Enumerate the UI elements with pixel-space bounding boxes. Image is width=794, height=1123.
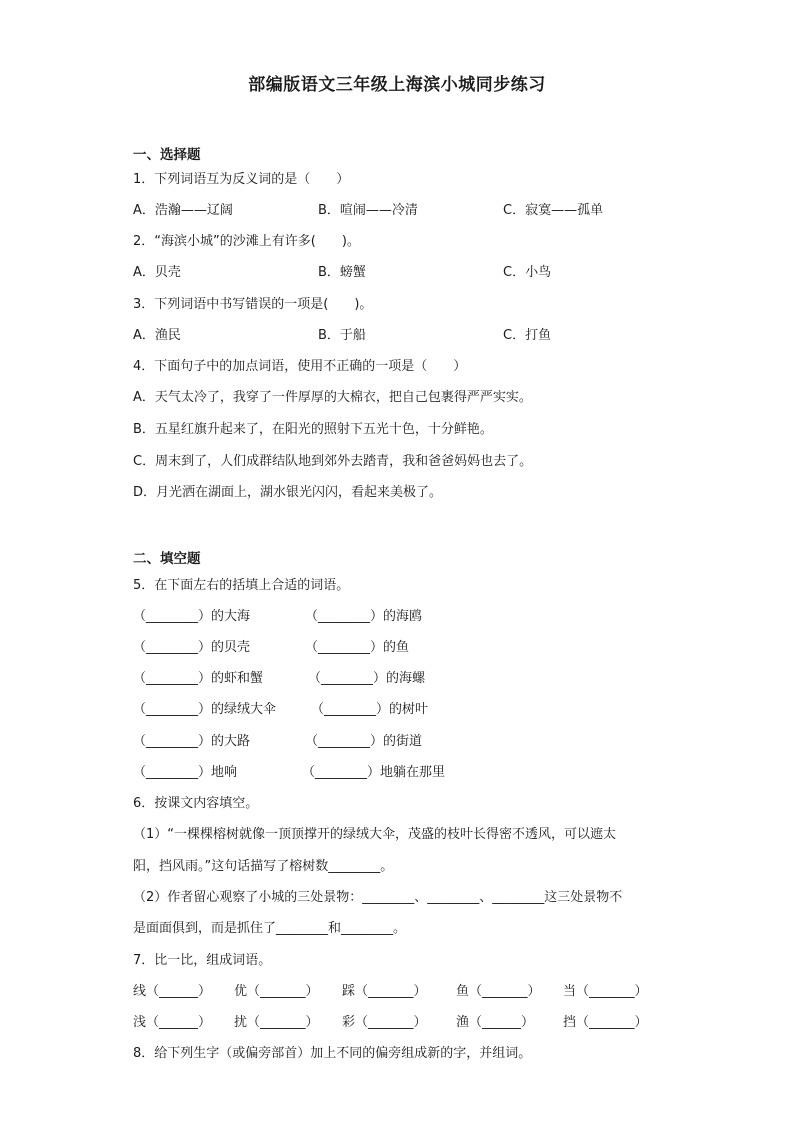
q7-item: 鱼（_______） [456, 984, 541, 999]
question-5: 5．在下面左右的括填上合适的词语。 [133, 578, 350, 593]
q7-item: 优（_______） [234, 984, 319, 999]
q7-item: 线（______） [133, 984, 212, 999]
q5-blank-left: （________）的绿绒大伞 [133, 702, 277, 717]
question-4: 4．下面句子中的加点词语，使用不正确的一项是（ ） [133, 359, 467, 374]
q7-item: 当（_______） [563, 984, 648, 999]
question-8: 8．给下列生字（或偏旁部首）加上不同的偏旁组成新的字，并组词。 [133, 1046, 532, 1061]
q1-option-b: B．喧闹——冷清 [318, 203, 418, 218]
question-2: 2．“海滨小城”的沙滩上有许多( )。 [133, 234, 360, 249]
q5-blank-left: （________）的虾和蟹 [133, 671, 264, 686]
q2-option-c: C．小鸟 [503, 265, 552, 280]
q6-part1-line: （1）“一棵棵榕树就像一顶顶撑开的绿绒大伞，茂盛的枝叶长得密不透风，可以遮太 [133, 827, 617, 842]
q5-blank-right: （________）的鱼 [305, 640, 410, 655]
q3-option-b: B．于船 [318, 328, 366, 343]
q6-part1-line: 阳，挡风雨。”这句话描写了榕树数________。 [133, 859, 394, 874]
q5-blank-left: （________）的大海 [133, 609, 251, 624]
q5-blank-right: （________）的树叶 [311, 702, 429, 717]
section-heading-choice: 一、选择题 [133, 147, 201, 163]
q7-item: 踩（_______） [342, 984, 427, 999]
q7-item: 挡（_______） [563, 1015, 648, 1030]
page-title: 部编版语文三年级上海滨小城同步练习 [248, 75, 546, 95]
q5-blank-left: （________）的贝壳 [133, 640, 251, 655]
q4-option-b: B．五星红旗升起来了，在阳光的照射下五光十色，十分鲜艳。 [133, 422, 493, 437]
q5-blank-right: （________）的海螺 [308, 671, 426, 686]
q5-blank-right: （________）的海鸥 [305, 609, 423, 624]
q1-option-c: C．寂寞——孤单 [503, 203, 604, 218]
question-1: 1．下列词语互为反义词的是（ ） [133, 172, 350, 187]
q2-option-b: B．螃蟹 [318, 265, 366, 280]
q5-blank-left: （________）的大路 [133, 734, 251, 749]
q6-part2-line: 是面面俱到，而是抓住了________和________。 [133, 921, 407, 936]
q4-option-a: A．天气太冷了，我穿了一件厚厚的大棉衣，把自己包裹得严严实实。 [133, 390, 532, 405]
q3-option-c: C．打鱼 [503, 328, 552, 343]
question-6: 6．按课文内容填空。 [133, 796, 259, 811]
q3-option-a: A．渔民 [133, 328, 181, 343]
q5-blank-right: （________）的街道 [305, 734, 423, 749]
q7-item: 浅（______） [133, 1015, 212, 1030]
q6-part2-line: （2）作者留心观察了小城的三处景物：________、________、________这三处景物不 [133, 890, 623, 905]
q7-item: 渔（______） [456, 1015, 535, 1030]
q4-option-c: C．周末到了，人们成群结队地到郊外去踏青，我和爸爸妈妈也去了。 [133, 454, 533, 469]
q1-option-a: A．浩瀚——辽阔 [133, 203, 233, 218]
q4-option-d: D．月光洒在湖面上，湖水银光闪闪，看起来美极了。 [133, 485, 443, 500]
q7-item: 彩（_______） [342, 1015, 427, 1030]
q5-blank-right: （________）地躺在那里 [302, 765, 446, 780]
question-3: 3．下列词语中书写错误的一项是( )。 [133, 297, 373, 312]
q2-option-a: A．贝壳 [133, 265, 181, 280]
q7-item: 扰（_______） [234, 1015, 319, 1030]
question-7: 7．比一比，组成词语。 [133, 953, 272, 968]
section-heading-fill: 二、填空题 [133, 551, 201, 567]
q5-blank-left: （________）地响 [133, 765, 238, 780]
